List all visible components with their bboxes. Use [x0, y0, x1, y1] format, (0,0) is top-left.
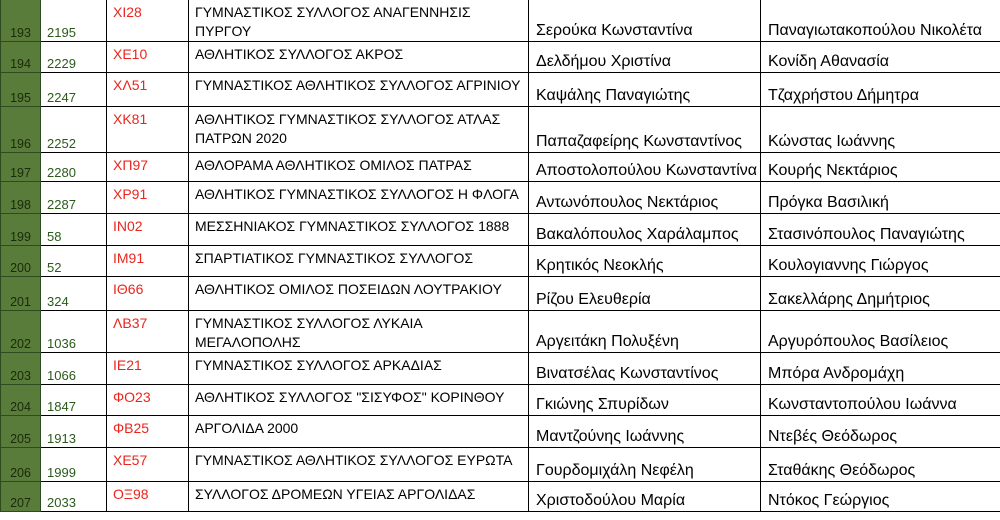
- row-number: 201: [1, 277, 41, 311]
- coach-primary: Χριστοδούλου Μαρία: [529, 482, 761, 512]
- table-row: [1, 0, 1000, 42]
- coach-secondary: Αργυρόπουλος Βασίλειος: [761, 311, 1000, 353]
- club-code: ΦΒ25: [107, 416, 189, 448]
- club-name: ΑΘΛΗΤΙΚΟΣ ΓΥΜΝΑΣΤΙΚΟΣ ΣΥΛΛΟΓΟΣ Η ΦΛΟΓΑ: [189, 182, 529, 214]
- club-name: ΣΠΑΡΤΙΑΤΙΚΟΣ ΓΥΜΝΑΣΤΙΚΟΣ ΣΥΛΛΟΓΟΣ: [189, 246, 529, 277]
- row-number: 195: [1, 73, 41, 107]
- row-number: 203: [1, 353, 41, 385]
- member-code: 1036: [41, 311, 107, 353]
- row-number: 205: [1, 416, 41, 448]
- club-code: ΙΕ21: [107, 353, 189, 385]
- coach-primary: Αντωνόπουλος Νεκτάριος: [529, 182, 761, 214]
- row-number: 199: [1, 214, 41, 246]
- club-code: ΙΘ66: [107, 277, 189, 311]
- club-code: ΧΠ97: [107, 153, 189, 182]
- row-number: 200: [1, 246, 41, 277]
- member-code: 2229: [41, 42, 107, 73]
- member-code: 2033: [41, 482, 107, 512]
- row-number: 207: [1, 482, 41, 512]
- coach-secondary: Κωνσταντοπούλου Ιωάννα: [761, 385, 1000, 416]
- coach-secondary: Μπόρα Ανδρομάχη: [761, 353, 1000, 385]
- club-name: ΣΥΛΛΟΓΟΣ ΔΡΟΜΕΩΝ ΥΓΕΙΑΣ ΑΡΓΟΛΙΔΑΣ: [189, 482, 529, 512]
- coach-secondary: Ντόκος Γεώργιος: [761, 482, 1000, 512]
- club-code: ΛΒ37: [107, 311, 189, 353]
- coach-primary: Γκιώνης Σπυρίδων: [529, 385, 761, 416]
- row-number: 197: [1, 153, 41, 182]
- coach-primary: Καψάλης Παναγιώτης: [529, 73, 761, 107]
- club-name: ΓΥΜΝΑΣΤΙΚΟΣ ΑΘΛΗΤΙΚΟΣ ΣΥΛΛΟΓΟΣ ΑΓΡΙΝΙΟΥ: [189, 73, 529, 107]
- coach-secondary: Κονίδη Αθανασία: [761, 42, 1000, 73]
- table-row: [1, 482, 1000, 512]
- coach-secondary: Σταθάκης Θεόδωρος: [761, 448, 1000, 482]
- table-row: [1, 214, 1000, 246]
- table-row: [1, 385, 1000, 416]
- table-row: [1, 448, 1000, 482]
- coach-secondary: Πρόγκα Βασιλική: [761, 182, 1000, 214]
- coach-secondary: Κουρής Νεκτάριος: [761, 153, 1000, 182]
- club-name: ΑΘΛΟΡΑΜΑ ΑΘΛΗΤΙΚΟΣ ΟΜΙΛΟΣ ΠΑΤΡΑΣ: [189, 153, 529, 182]
- club-code: ΧΛ51: [107, 73, 189, 107]
- coach-primary: Δελδήμου Χριστίνα: [529, 42, 761, 73]
- coach-primary: Βινατσέλας Κωνσταντίνος: [529, 353, 761, 385]
- table-row: [1, 42, 1000, 73]
- coach-primary: Γουρδομιχάλη Νεφέλη: [529, 448, 761, 482]
- coach-secondary: Κώνστας Ιωάννης: [761, 107, 1000, 153]
- table-row: [1, 311, 1000, 353]
- table-row: [1, 353, 1000, 385]
- club-name: ΓΥΜΝΑΣΤΙΚΟΣ ΣΥΛΛΟΓΟΣ ΑΝΑΓΕΝΝΗΣΙΣ ΠΥΡΓΟΥ: [189, 0, 529, 42]
- coach-primary: Μαντζούνης Ιωάννης: [529, 416, 761, 448]
- table-row: [1, 182, 1000, 214]
- coach-secondary: Τζαχρήστου Δήμητρα: [761, 73, 1000, 107]
- club-name: ΑΘΛΗΤΙΚΟΣ ΟΜΙΛΟΣ ΠΟΣΕΙΔΩΝ ΛΟΥΤΡΑΚΙΟΥ: [189, 277, 529, 311]
- coach-secondary: Στασινόπουλος Παναγιώτης: [761, 214, 1000, 246]
- member-code: 1066: [41, 353, 107, 385]
- coach-primary: Ρίζου Ελευθερία: [529, 277, 761, 311]
- club-name: ΓΥΜΝΑΣΤΙΚΟΣ ΣΥΛΛΟΓΟΣ ΛΥΚΑΙΑ ΜΕΓΑΛΟΠΟΛΗΣ: [189, 311, 529, 353]
- member-code: 1847: [41, 385, 107, 416]
- member-code: 1913: [41, 416, 107, 448]
- club-code: ΙΜ91: [107, 246, 189, 277]
- coach-primary: Αποστολοπούλου Κωνσταντίνα: [529, 153, 761, 182]
- club-code: ΧΙ28: [107, 0, 189, 42]
- member-code: 1999: [41, 448, 107, 482]
- member-code: 58: [41, 214, 107, 246]
- table-row: [1, 416, 1000, 448]
- row-number: 196: [1, 107, 41, 153]
- club-name: ΓΥΜΝΑΣΤΙΚΟΣ ΣΥΛΛΟΓΟΣ ΑΡΚΑΔΙΑΣ: [189, 353, 529, 385]
- club-code: ΧΡ91: [107, 182, 189, 214]
- row-number: 194: [1, 42, 41, 73]
- club-name: ΑΘΛΗΤΙΚΟΣ ΣΥΛΛΟΓΟΣ "ΣΙΣΥΦΟΣ" ΚΟΡΙΝΘΟΥ: [189, 385, 529, 416]
- club-name: ΓΥΜΝΑΣΤΙΚΟΣ ΑΘΛΗΤΙΚΟΣ ΣΥΛΛΟΓΟΣ ΕΥΡΩΤΑ: [189, 448, 529, 482]
- member-code: 2287: [41, 182, 107, 214]
- table-row: [1, 277, 1000, 311]
- coach-primary: Σερούκα Κωνσταντίνα: [529, 0, 761, 42]
- club-name: ΑΘΛΗΤΙΚΟΣ ΣΥΛΛΟΓΟΣ ΑΚΡΟΣ: [189, 42, 529, 73]
- row-number: 206: [1, 448, 41, 482]
- coach-primary: Αργειτάκη Πολυξένη: [529, 311, 761, 353]
- member-code: 2195: [41, 0, 107, 42]
- row-number: 202: [1, 311, 41, 353]
- member-code: 2252: [41, 107, 107, 153]
- coach-secondary: Ντεβές Θεόδωρος: [761, 416, 1000, 448]
- club-name: ΑΘΛΗΤΙΚΟΣ ΓΥΜΝΑΣΤΙΚΟΣ ΣΥΛΛΟΓΟΣ ΑΤΛΑΣ ΠΑΤΡΩΝ 2020: [189, 107, 529, 153]
- table-row: [1, 73, 1000, 107]
- member-code: 52: [41, 246, 107, 277]
- club-code: ΧΕ57: [107, 448, 189, 482]
- table-row: [1, 246, 1000, 277]
- club-name: ΑΡΓΟΛΙΔΑ 2000: [189, 416, 529, 448]
- table-row: [1, 153, 1000, 182]
- member-code: 324: [41, 277, 107, 311]
- club-code: ΧΚ81: [107, 107, 189, 153]
- coach-primary: Παπαζαφείρης Κωνσταντίνος: [529, 107, 761, 153]
- coach-secondary: Κουλογιαννης Γιώργος: [761, 246, 1000, 277]
- club-code: ΟΞ98: [107, 482, 189, 512]
- coach-secondary: Παναγιωτακοπούλου Νικολέτα: [761, 0, 1000, 42]
- member-code: 2280: [41, 153, 107, 182]
- coach-primary: Κρητικός Νεοκλής: [529, 246, 761, 277]
- club-code: ΧΕ10: [107, 42, 189, 73]
- coach-secondary: Σακελλάρης Δημήτριος: [761, 277, 1000, 311]
- table-row: [1, 107, 1000, 153]
- row-number: 204: [1, 385, 41, 416]
- row-number: 198: [1, 182, 41, 214]
- club-name: ΜΕΣΣΗΝΙΑΚΟΣ ΓΥΜΝΑΣΤΙΚΟΣ ΣΥΛΛΟΓΟΣ 1888: [189, 214, 529, 246]
- club-code: ΙΝ02: [107, 214, 189, 246]
- coach-primary: Βακαλόπουλος Χαράλαμπος: [529, 214, 761, 246]
- club-code: ΦΟ23: [107, 385, 189, 416]
- row-number: 193: [1, 0, 41, 42]
- member-code: 2247: [41, 73, 107, 107]
